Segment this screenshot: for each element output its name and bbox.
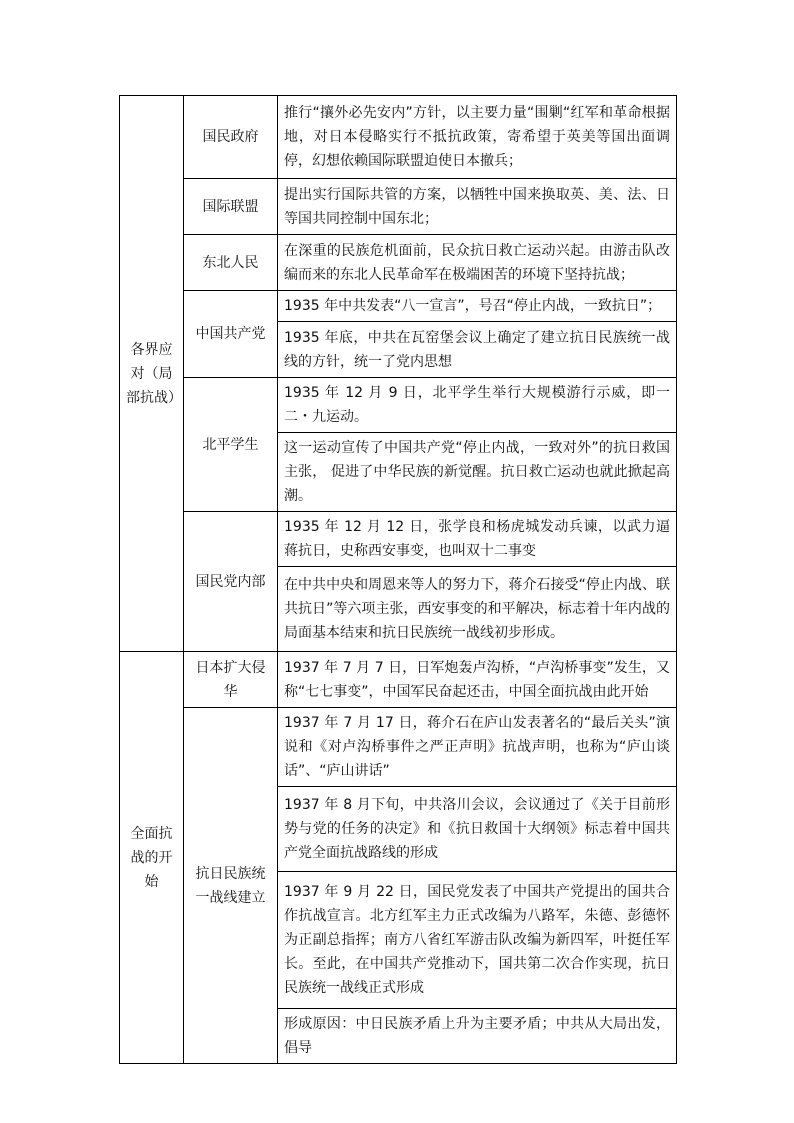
entry-text: 1935 年中共发表“八一宣言”，号召“停止内战，一致抗日”； (278, 291, 677, 322)
group-name: 国民党内部 (184, 512, 278, 652)
entry-text: 这一运动宣传了中国共产党“停止内战，一致对外”的抗日救国主张， 促进了中华民族的新觉醒。抗日救亡运动也就此掀起高潮。 (278, 433, 677, 512)
history-table (119, 95, 677, 1064)
group-name: 东北人民 (184, 235, 278, 291)
entry-text: 推行“攘外必先安内”方针，以主要力量“围剿“红军和革命根据地，对日本侵略实行不抵抗政策，寄希望于英美等国出面调停，幻想依赖国际联盟迫使日本撤兵； (278, 96, 677, 179)
entry-text: 1935 年 12 月 12 日，张学良和杨虎城发动兵谏，以武力逼蒋抗日，史称西安事变，也叫双十二事变 (278, 512, 677, 567)
entry-text: 形成原因：中日民族矛盾上升为主要矛盾；中共从大局出发，倡导 (278, 1009, 677, 1064)
entry-text: 1937 年 8 月下旬，中共洛川会议，会议通过了《关于目前形势与党的任务的决定》和《抗日救国十大纲领》标志着中国共产党全面抗战路线的形成 (278, 787, 677, 872)
entry-text: 1935 年底，中共在瓦窑堡会议上确定了建立抗日民族统一战线的方针，统一了党内思想 (278, 322, 677, 378)
group-name: 抗日民族统一战线建立 (184, 708, 278, 1064)
entry-text: 在深重的民族危机面前，民众抗日救亡运动兴起。由游击队改编而来的东北人民革命军在极端困苦的环境下坚持抗战； (278, 235, 677, 291)
entry-text: 1937 年 9 月 22 日，国民党发表了中国共产党提出的国共合作抗战宣言。北方红军主力正式改编为八路军，朱德、彭德怀为正副总指挥；南方八省红军游击队改编为新四军，叶挺任军长。至此，在中国共产党推动下，国共第二次合作实现，抗日民族统一战线正式形成 (278, 872, 677, 1009)
group-name: 北平学生 (184, 378, 278, 512)
group-name: 日本扩大侵华 (184, 652, 278, 708)
entry-text: 提出实行国际共管的方案，以牺牲中国来换取英、美、法、日等国共同控制中国东北； (278, 179, 677, 235)
group-name: 国际联盟 (184, 179, 278, 235)
group-name: 中国共产党 (184, 291, 278, 378)
entry-text: 1937 年 7 月 17 日，蒋介石在庐山发表著名的“最后关头”演说和《对卢沟桥事件之严正声明》抗战声明，也称为“庐山谈话”、“庐山讲话” (278, 708, 677, 787)
entry-text: 在中共中央和周恩来等人的努力下，蒋介石接受“停止内战、联共抗日”等六项主张，西安事变的和平解决，标志着十年内战的局面基本结束和抗日民族统一战线初步形成。 (278, 567, 677, 652)
group-name: 国民政府 (184, 96, 278, 179)
section-label: 各界应对（局部抗战） (120, 96, 184, 652)
entry-text: 1937 年 7 月 7 日，日军炮轰卢沟桥，“卢沟桥事变”发生，又称“七七事变”，中国军民奋起还击，中国全面抗战由此开始 (278, 652, 677, 708)
section-label: 全面抗战的开始 (120, 652, 184, 1064)
entry-text: 1935 年 12 月 9 日，北平学生举行大规模游行示威，即一二・九运动。 (278, 378, 677, 433)
